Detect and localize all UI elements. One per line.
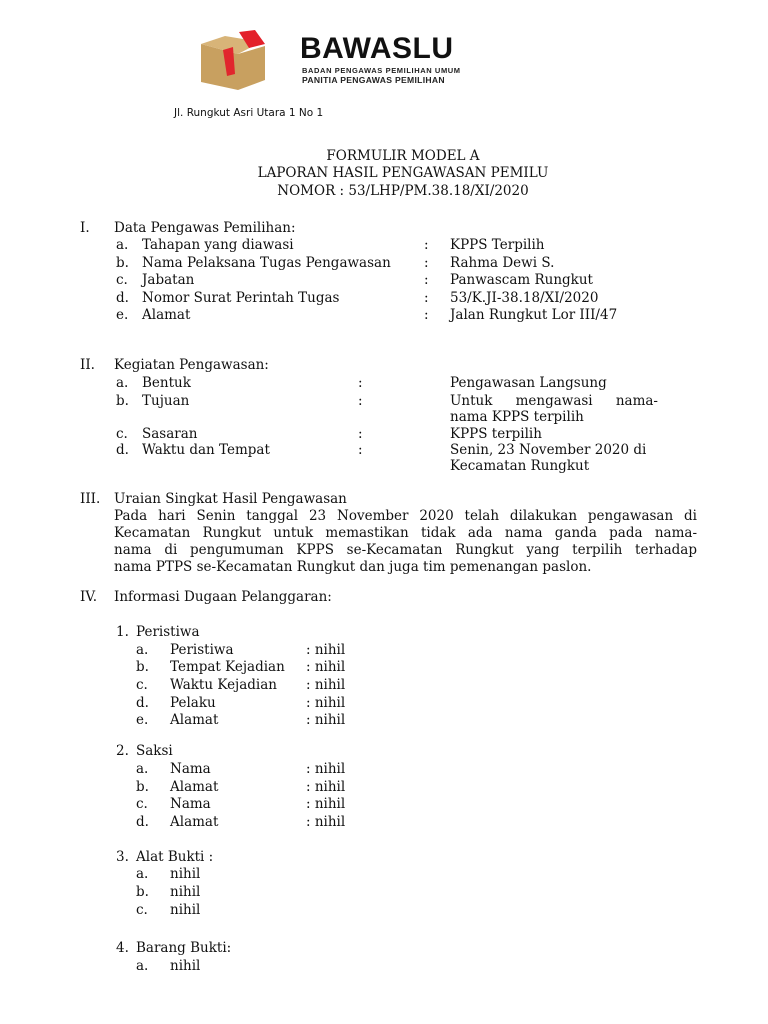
row-label: Nama xyxy=(170,796,211,812)
row-value: KPPS Terpilih xyxy=(450,237,545,253)
row-label: Pelaku xyxy=(170,695,216,711)
row-value: : nihil xyxy=(306,796,346,812)
row-label: Bentuk xyxy=(142,375,191,391)
row-letter: c. xyxy=(116,272,128,288)
subsection-heading: Peristiwa xyxy=(136,624,200,640)
subsection-heading: Barang Bukti: xyxy=(136,940,232,956)
row-label: nihil xyxy=(170,866,201,882)
row-letter: b. xyxy=(116,255,129,271)
row-label: Alamat xyxy=(142,307,191,323)
row-colon: : xyxy=(424,272,429,288)
row-label: nihil xyxy=(170,958,201,974)
row-letter: b. xyxy=(136,779,149,795)
summary-line: nama PTPS se-Kecamatan Rungkut dan juga tim pemenangan paslon. xyxy=(114,559,592,575)
summary-line: Pada hari Senin tanggal 23 November 2020 telah dilakukan pengawasan di xyxy=(114,508,697,524)
row-letter: a. xyxy=(136,958,149,974)
row-letter: b. xyxy=(136,659,149,675)
row-colon: : xyxy=(424,290,429,306)
row-value: KPPS terpilih xyxy=(450,426,542,442)
row-letter: c. xyxy=(136,677,148,693)
row-label: Sasaran xyxy=(142,426,198,442)
office-address: Jl. Rungkut Asri Utara 1 No 1 xyxy=(174,107,324,119)
row-value: : nihil xyxy=(306,642,346,658)
row-value: : nihil xyxy=(306,712,346,728)
logo-subtitle-2: PANITIA PENGAWAS PEMILIHAN xyxy=(302,75,445,85)
row-letter: a. xyxy=(136,761,149,777)
row-letter: a. xyxy=(136,642,149,658)
subsection-number: 4. xyxy=(116,940,129,956)
section-heading: Data Pengawas Pemilihan: xyxy=(114,220,296,236)
row-label: Waktu dan Tempat xyxy=(142,442,270,458)
row-letter: a. xyxy=(136,866,149,882)
bawaslu-emblem-icon xyxy=(193,30,293,92)
subsection-heading: Alat Bukti : xyxy=(136,849,214,865)
row-value: Rahma Dewi S. xyxy=(450,255,555,271)
row-value: Panwascam Rungkut xyxy=(450,272,593,288)
row-letter: d. xyxy=(136,695,149,711)
row-colon: : xyxy=(358,442,363,458)
section-number: I. xyxy=(80,220,90,236)
section-heading: Kegiatan Pengawasan: xyxy=(114,357,269,373)
row-label: Nama xyxy=(170,761,211,777)
row-colon: : xyxy=(424,255,429,271)
row-label: nihil xyxy=(170,884,201,900)
subsection-heading: Saksi xyxy=(136,743,173,759)
row-letter: e. xyxy=(136,712,149,728)
summary-paragraph xyxy=(114,508,697,576)
row-label: Tujuan xyxy=(142,393,190,409)
row-letter: b. xyxy=(136,884,149,900)
report-title: LAPORAN HASIL PENGAWASAN PEMILU xyxy=(257,165,549,181)
row-colon: : xyxy=(424,237,429,253)
row-label: Alamat xyxy=(170,712,219,728)
row-value-continued: nama KPPS terpilih xyxy=(450,409,584,425)
form-title: FORMULIR MODEL A xyxy=(326,148,480,164)
row-letter: e. xyxy=(116,307,129,323)
summary-line: Kecamatan Rungkut untuk memastikan tidak ada nama ganda pada nama- xyxy=(114,525,697,541)
row-label: Tempat Kejadian xyxy=(170,659,285,675)
row-letter: b. xyxy=(116,393,129,409)
row-label: nihil xyxy=(170,902,201,918)
row-value: Senin, 23 November 2020 di xyxy=(450,442,647,458)
row-letter: c. xyxy=(116,426,128,442)
row-colon: : xyxy=(358,426,363,442)
section-number: III. xyxy=(80,491,101,507)
row-value: : nihil xyxy=(306,695,346,711)
row-value: : nihil xyxy=(306,761,346,777)
row-label: Alamat xyxy=(170,779,219,795)
row-label: Waktu Kejadian xyxy=(170,677,277,693)
bawaslu-logo xyxy=(190,28,495,98)
row-colon: : xyxy=(358,375,363,391)
section-number: II. xyxy=(80,357,95,373)
row-colon: : xyxy=(424,307,429,323)
row-letter: d. xyxy=(136,814,149,830)
row-letter: a. xyxy=(116,237,129,253)
row-colon: : xyxy=(358,393,363,409)
row-value-continued: Kecamatan Rungkut xyxy=(450,458,590,474)
row-label: Nama Pelaksana Tugas Pengawasan xyxy=(142,255,391,271)
subsection-number: 3. xyxy=(116,849,129,865)
row-letter: c. xyxy=(136,796,148,812)
row-value: : nihil xyxy=(306,677,346,693)
row-label: Jabatan xyxy=(142,272,195,288)
row-label: Alamat xyxy=(170,814,219,830)
row-value: : nihil xyxy=(306,659,346,675)
row-value: : nihil xyxy=(306,814,346,830)
subsection-number: 1. xyxy=(116,624,129,640)
row-value: Untuk mengawasi nama- xyxy=(450,393,658,409)
section-heading: Uraian Singkat Hasil Pengawasan xyxy=(114,491,347,507)
row-value: 53/K.JI-38.18/XI/2020 xyxy=(450,290,599,306)
row-label: Tahapan yang diawasi xyxy=(142,237,294,253)
row-value: Jalan Rungkut Lor III/47 xyxy=(450,307,618,323)
section-heading: Informasi Dugaan Pelanggaran: xyxy=(114,589,332,605)
row-letter: d. xyxy=(116,290,129,306)
section-number: IV. xyxy=(80,589,98,605)
row-label: Peristiwa xyxy=(170,642,234,658)
row-letter: a. xyxy=(116,375,129,391)
row-label: Nomor Surat Perintah Tugas xyxy=(142,290,340,306)
subsection-number: 2. xyxy=(116,743,129,759)
summary-line: nama di pengumuman KPPS se-Kecamatan Rungkut yang terpilih terhadap xyxy=(114,542,697,558)
row-letter: c. xyxy=(136,902,148,918)
report-number: NOMOR : 53/LHP/PM.38.18/XI/2020 xyxy=(277,183,529,199)
logo-subtitle-1: BADAN PENGAWAS PEMILIHAN UMUM xyxy=(302,66,461,75)
logo-title: BAWASLU xyxy=(300,32,454,65)
row-value: Pengawasan Langsung xyxy=(450,375,607,391)
row-value: : nihil xyxy=(306,779,346,795)
row-letter: d. xyxy=(116,442,129,458)
